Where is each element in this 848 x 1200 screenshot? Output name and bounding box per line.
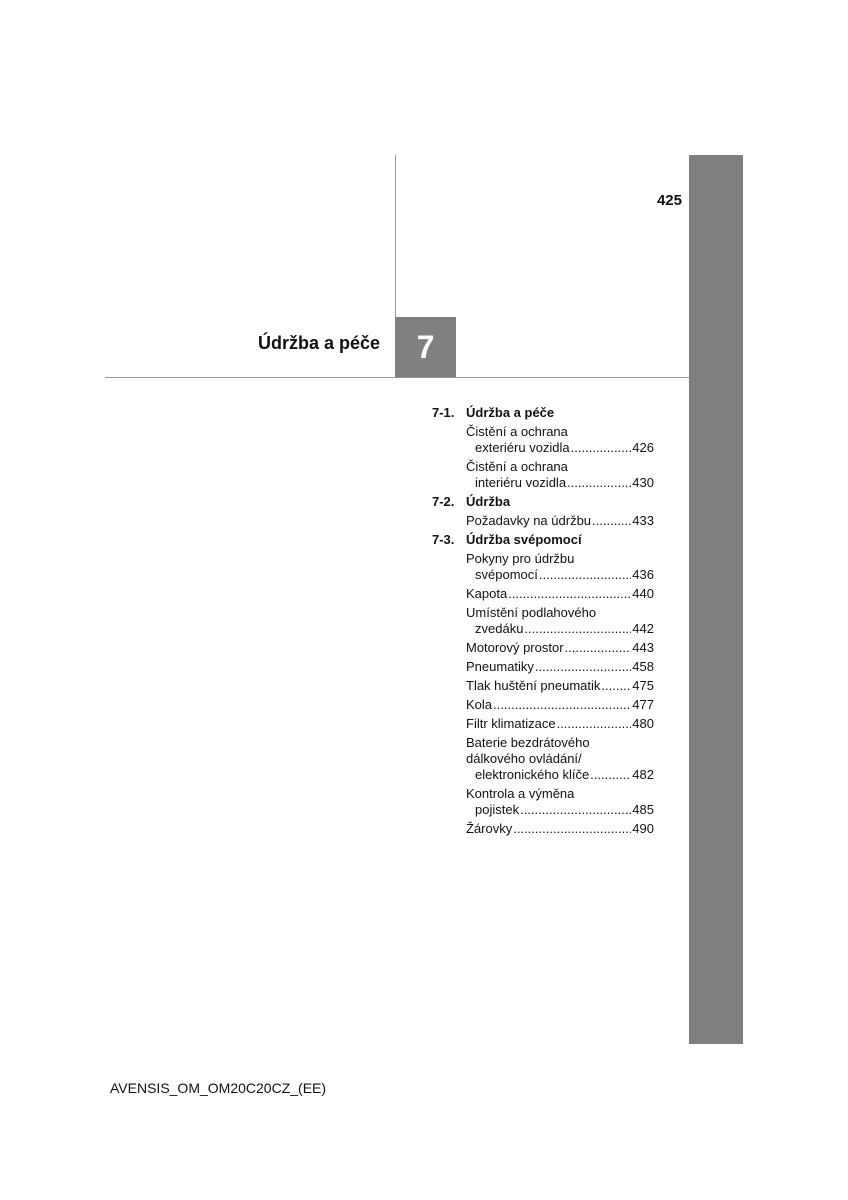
toc-page-number: 440 [632, 586, 654, 601]
toc-page-number: 426 [632, 440, 654, 455]
toc-section-heading[interactable] [432, 405, 654, 421]
document-code-footer: AVENSIS_OM_OM20C20CZ_(EE) [110, 1080, 327, 1096]
toc-entry-line [466, 697, 654, 713]
toc-page-number: 475 [632, 678, 654, 693]
toc-page-number: 443 [632, 640, 654, 655]
toc-entry[interactable] [466, 821, 654, 837]
toc-entry-line [466, 567, 654, 583]
toc-entry-text: Motorový prostor [466, 640, 564, 655]
toc-entry[interactable] [466, 586, 654, 602]
toc-entry-text: Tlak huštění pneumatik [466, 678, 601, 693]
toc-entry-text: elektronického klíče [475, 767, 590, 782]
toc-section-items [432, 424, 654, 491]
toc-entry-line [466, 802, 654, 818]
dot-leader [508, 586, 631, 602]
toc-entry[interactable] [466, 605, 654, 637]
toc-entry[interactable] [466, 659, 654, 675]
toc-section-number: 7-3. [432, 532, 455, 547]
toc-page-number: 458 [632, 659, 654, 674]
toc-entry-text: Žárovky [466, 821, 513, 836]
dot-leader [513, 821, 631, 837]
toc-entry-text: Požadavky na údržbu [466, 513, 592, 528]
toc-entry[interactable] [466, 735, 654, 783]
toc-section-number: 7-2. [432, 494, 455, 509]
toc-entry-line [466, 821, 654, 837]
toc-entry-text: Čistění a ochrana [466, 424, 568, 439]
table-of-contents [432, 405, 654, 840]
toc-page-number: 490 [632, 821, 654, 836]
toc-entry[interactable] [466, 716, 654, 732]
dot-leader [567, 475, 631, 491]
chapter-number: 7 [416, 328, 435, 365]
toc-entry-text: Pokyny pro údržbu [466, 551, 575, 566]
toc-entry[interactable] [466, 640, 654, 656]
toc-section-title: Údržba svépomocí [466, 532, 582, 547]
toc-page-number: 436 [632, 567, 654, 582]
toc-entry-text: Filtr klimatizace [466, 716, 556, 731]
toc-entry-line [466, 716, 654, 732]
dot-leader [493, 697, 631, 713]
dot-leader [557, 716, 632, 732]
toc-entry-text: pojistek [475, 802, 520, 817]
toc-entry-text: svépomocí [475, 567, 538, 582]
horizontal-rule [105, 377, 691, 378]
toc-page-number: 485 [632, 802, 654, 817]
toc-entry-line [466, 659, 654, 675]
toc-entry-text: Umístění podlahového [466, 605, 597, 620]
dot-leader [601, 678, 631, 694]
dot-leader [571, 440, 632, 456]
vertical-rule [395, 155, 396, 317]
dot-leader [565, 640, 632, 656]
toc-section-heading[interactable] [432, 532, 654, 548]
toc-entry-text: dálkového ovládání/ [466, 751, 582, 766]
toc-entry-text: Kontrola a výměna [466, 786, 575, 801]
toc-section-number: 7-1. [432, 405, 455, 420]
chapter-title: Údržba a péče [257, 333, 380, 353]
dot-leader [524, 621, 631, 637]
chapter-number-box [395, 317, 456, 377]
toc-entry-line [466, 767, 654, 783]
toc-entry-line [466, 678, 654, 694]
toc-entry-line [466, 475, 654, 491]
toc-entry-line [466, 621, 654, 637]
toc-entry[interactable] [466, 551, 654, 583]
toc-entry-line [466, 640, 654, 656]
dot-leader [590, 767, 631, 783]
toc-section-items [432, 513, 654, 529]
dot-leader [539, 567, 631, 583]
toc-entry-text: Pneumatiky [466, 659, 534, 674]
toc-entry-line [466, 440, 654, 456]
chapter-side-tab [689, 155, 743, 1044]
toc-entry[interactable] [466, 513, 654, 529]
toc-page-number: 480 [632, 716, 654, 731]
toc-entry-text: exteriéru vozidla [475, 440, 570, 455]
toc-page-number: 433 [632, 513, 654, 528]
dot-leader [535, 659, 631, 675]
toc-entry-text: Baterie bezdrátového [466, 735, 590, 750]
toc-entry-text: interiéru vozidla [475, 475, 567, 490]
toc-entry[interactable] [466, 786, 654, 818]
toc-entry-line [466, 586, 654, 602]
page-number: 425 [656, 192, 682, 209]
toc-entry[interactable] [466, 424, 654, 456]
toc-entry-line [466, 513, 654, 529]
toc-page-number: 482 [632, 767, 654, 782]
toc-page-number: 442 [632, 621, 654, 636]
toc-page-number: 430 [632, 475, 654, 490]
toc-entry-text: Kola [466, 697, 493, 712]
dot-leader [520, 802, 631, 818]
toc-section-items [432, 551, 654, 837]
toc-section-title: Údržba a péče [466, 405, 555, 420]
toc-entry[interactable] [466, 678, 654, 694]
toc-section-title: Údržba [466, 494, 511, 509]
toc-entry-text: Čistění a ochrana [466, 459, 568, 474]
toc-page-number: 477 [632, 697, 654, 712]
toc-entry[interactable] [466, 697, 654, 713]
toc-entry-text: zvedáku [475, 621, 524, 636]
dot-leader [592, 513, 631, 529]
toc-entry[interactable] [466, 459, 654, 491]
toc-section-heading[interactable] [432, 494, 654, 510]
toc-entry-text: Kapota [466, 586, 508, 601]
